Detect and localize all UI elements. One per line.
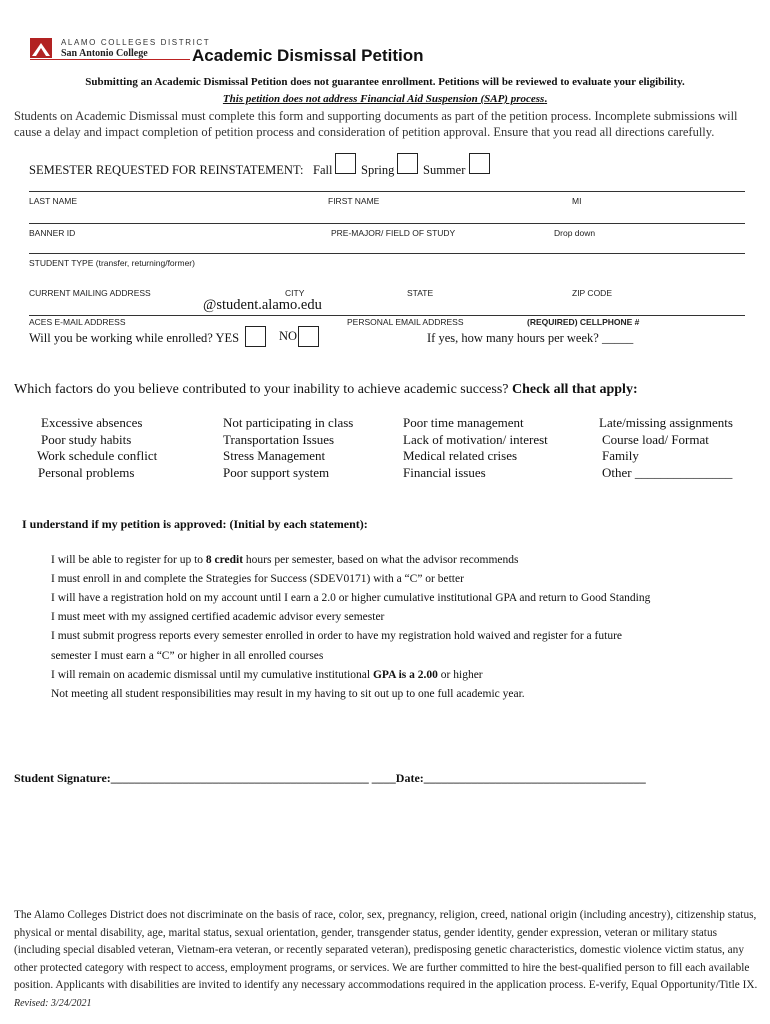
factor-column-4 xyxy=(599,415,733,481)
factor-item[interactable]: Poor support system xyxy=(223,464,330,480)
email-line[interactable] xyxy=(29,315,745,316)
factor-item[interactable]: Personal problems xyxy=(38,464,135,480)
statement-6 xyxy=(51,669,483,681)
notice-enrollment: Submitting an Academic Dismissal Petition does not guarantee enrollment. Petitions will be reviewed to evaluate your eligibility. xyxy=(85,76,685,88)
statement-1 xyxy=(51,554,519,566)
statement-6-bold: GPA is a 2.00 xyxy=(372,669,438,681)
factor-item[interactable]: Poor study habits xyxy=(41,431,132,447)
statement-5a: I must submit progress reports every semester enrolled in order to have my registration hold waived and register for a future xyxy=(51,630,622,642)
working-no-label: NO xyxy=(279,329,298,343)
student-type-line[interactable] xyxy=(29,253,745,254)
semester-label: SEMESTER REQUESTED FOR REINSTATEMENT: xyxy=(29,163,304,177)
org-name-line1: ALAMO COLLEGES DISTRICT xyxy=(61,38,211,47)
factor-item[interactable]: Medical related crises xyxy=(403,448,518,463)
statement-1-post: hours per semester, based on what the advisor recommends xyxy=(243,554,519,566)
factors-question-text: Which factors do you believe contributed to your inability to achieve academic success? xyxy=(14,382,509,397)
semester-spring-label: Spring xyxy=(361,163,395,177)
understand-heading: I understand if my petition is approved: (Initial by each statement): xyxy=(22,517,368,531)
pre-major-label: PRE-MAJOR/ FIELD OF STUDY xyxy=(331,228,456,238)
first-name-label: FIRST NAME xyxy=(328,196,380,206)
banner-id-label: BANNER ID xyxy=(29,228,76,238)
notice-sap-text: This petition does not address Financial Aid Suspension (SAP) process xyxy=(222,93,545,105)
footer-text: The Alamo Colleges District does not discriminate on the basis of race, color, sex, pregnancy, religion, creed, national origin (including ancestry), citizenship status, physical or mental disability, age, marital status, sexual orientation, gender, transgender status, gender identity, gender expression, veteran or military status (including special disabled veteran, Vietnam-era veteran, or recently separated veteran), predisposing genetic characteristics, domestic violence victim status, any other protected category with respect to access, employment programs, or services. We are further committed to hire the best-qualified person to fill each available position. Applicants with disabilities are invited to identify any necessary accommodations required in the application process. E-verify, Equal Opportunity/Title IX. xyxy=(14,909,758,991)
statement-2: I must enroll in and complete the Strategies for Success (SDEV0171) with a “C” or better xyxy=(51,573,464,585)
semester-fall-checkbox[interactable] xyxy=(335,153,356,174)
student-type-label: STUDENT TYPE (transfer, returning/former) xyxy=(29,258,195,268)
statement-6-pre: I will remain on academic dismissal until my cumulative institutional xyxy=(51,669,373,681)
semester-fall-label: Fall xyxy=(313,163,333,177)
factors-question xyxy=(14,382,638,398)
statement-1-bold: 8 credit xyxy=(205,554,244,566)
page-title: Academic Dismissal Petition xyxy=(192,46,424,65)
semester-summer-label: Summer xyxy=(423,163,466,177)
city-label: CITY xyxy=(285,288,305,298)
factor-item[interactable]: Transportation Issues xyxy=(223,431,335,447)
factor-item[interactable]: Poor time management xyxy=(403,415,524,430)
logo-divider xyxy=(30,59,190,60)
email-domain: @student.alamo.edu xyxy=(203,297,322,313)
working-question xyxy=(29,331,239,346)
factor-item[interactable]: Financial issues xyxy=(403,464,486,480)
college-logo-icon xyxy=(30,38,52,58)
working-yes-label: YES xyxy=(215,331,240,345)
statement-4: I must meet with my assigned certified academic advisor every semester xyxy=(51,611,385,623)
factor-item[interactable]: Work schedule conflict xyxy=(37,448,158,463)
semester-spring-checkbox[interactable] xyxy=(397,153,418,174)
notice-sap xyxy=(0,93,770,105)
statement-1-pre: I will be able to register for up to xyxy=(51,554,206,566)
factor-item[interactable]: Course load/ Format xyxy=(602,431,709,447)
last-name-label: LAST NAME xyxy=(29,196,78,206)
mailing-address-label: CURRENT MAILING ADDRESS xyxy=(29,288,151,298)
nondiscrimination-footer xyxy=(14,907,758,1012)
factor-item[interactable]: Other _______________ xyxy=(602,464,733,480)
statement-7: Not meeting all student responsibilities may result in my having to sit out up to one full academic year. xyxy=(51,688,525,700)
cellphone-label: (REQUIRED) CELLPHONE # xyxy=(527,317,640,327)
state-label: STATE xyxy=(407,288,434,298)
working-question-text: Will you be working while enrolled? xyxy=(29,331,213,345)
factor-item[interactable]: Late/missing assignments xyxy=(599,415,733,430)
banner-line[interactable] xyxy=(29,223,745,224)
hours-question: If yes, how many hours per week? _____ xyxy=(427,331,634,345)
factor-item[interactable]: Stress Management xyxy=(223,448,326,463)
notice-sap-period: . xyxy=(544,93,548,105)
factor-column-2 xyxy=(223,415,353,481)
statement-5b: semester I must earn a “C” or higher in all enrolled courses xyxy=(51,650,324,662)
statement-3: I will have a registration hold on my account until I earn a 2.0 or higher cumulative institutional GPA and return to Good Standing xyxy=(51,592,651,604)
major-dropdown[interactable]: Drop down xyxy=(554,228,596,238)
personal-email-label: PERSONAL EMAIL ADDRESS xyxy=(347,317,464,327)
aces-email-label: ACES E-MAIL ADDRESS xyxy=(29,317,126,327)
factor-column-3 xyxy=(403,415,548,481)
factor-item[interactable]: Excessive absences xyxy=(41,415,143,430)
mi-label: MI xyxy=(572,196,582,206)
org-name-line2: San Antonio College xyxy=(61,48,148,59)
statement-6-post: or higher xyxy=(437,669,483,681)
factor-item[interactable]: Lack of motivation/ interest xyxy=(403,431,548,447)
zip-label: ZIP CODE xyxy=(572,288,612,298)
factor-column-1 xyxy=(37,415,158,481)
factors-check-all: Check all that apply: xyxy=(511,382,638,397)
revised-date: Revised: 3/24/2021 xyxy=(14,997,92,1009)
factor-item[interactable]: Family xyxy=(602,448,639,463)
name-line[interactable] xyxy=(29,191,745,192)
intro-paragraph: Students on Academic Dismissal must complete this form and supporting documents as part of the petition process. Incomplete submissions will cause a delay and impact completion of petition process and consideration of petition approval. Ensure that you read all directions carefully. xyxy=(14,109,738,139)
semester-summer-checkbox[interactable] xyxy=(469,153,490,174)
factor-item[interactable]: Not participating in class xyxy=(223,415,354,430)
working-yes-checkbox[interactable] xyxy=(245,326,266,347)
working-no-checkbox[interactable] xyxy=(298,326,319,347)
signature-date-line[interactable]: Student Signature:___________________________________________ ____Date:_____________________________________ xyxy=(14,771,646,785)
